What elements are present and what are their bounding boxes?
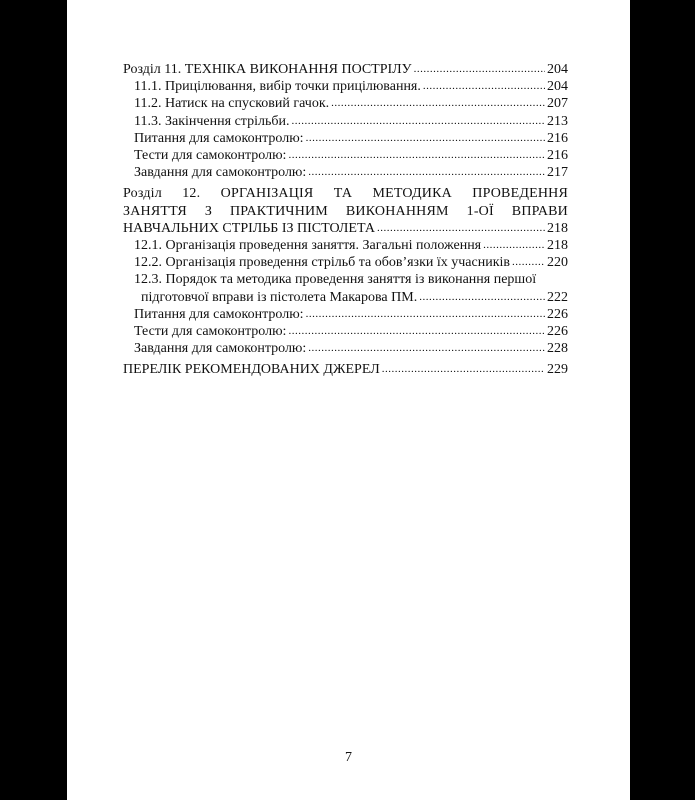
dot-leader <box>306 130 545 147</box>
toc-entry-page: 216 <box>547 148 568 164</box>
dot-leader <box>308 340 545 357</box>
table-of-contents <box>123 61 568 379</box>
toc-entry-title: 11.2. Натиск на спусковий гачок. <box>134 96 330 112</box>
toc-entry <box>123 254 568 271</box>
toc-entry-page: 207 <box>547 96 568 112</box>
toc-entry-page: 222 <box>547 289 568 305</box>
toc-entry-title: Розділ 11. ТЕХНІКА ВИКОНАННЯ ПОСТРІЛУ <box>123 62 412 77</box>
toc-entry-title: Питання для самоконтролю: <box>134 306 304 322</box>
toc-entry <box>123 164 568 181</box>
toc-chapter-12-line-1: Розділ 12. ОРГАНІЗАЦІЯ ТА МЕТОДИКА ПРОВЕДЕННЯ <box>123 186 568 202</box>
toc-entry <box>123 113 568 130</box>
toc-entry-page: 220 <box>547 255 568 271</box>
toc-entry-page: 228 <box>547 341 568 357</box>
page-number: 7 <box>345 750 352 765</box>
toc-entry <box>123 130 568 147</box>
toc-entry-page: 229 <box>547 362 568 378</box>
dot-leader <box>483 237 545 254</box>
toc-entry <box>123 237 568 254</box>
toc-entry-title: НАВЧАЛЬНИХ СТРІЛЬБ ІЗ ПІСТОЛЕТА <box>123 220 375 236</box>
toc-entry-title: 12.2. Організація проведення стрільб та обов’язки їх учасників <box>134 255 511 271</box>
toc-entry-page: 226 <box>547 324 568 340</box>
toc-entry-title: Завдання для самоконтролю: <box>134 341 307 357</box>
toc-entry-page: 217 <box>547 165 568 181</box>
dot-leader <box>331 95 545 112</box>
toc-entry-title: підготовчої вправи із пістолета Макарова ПМ. <box>141 289 418 305</box>
toc-entry-title: Тести для самоконтролю: <box>134 148 287 164</box>
dot-leader <box>414 61 545 78</box>
toc-chapter-11 <box>123 61 568 78</box>
toc-chapter-12-line-2: ЗАНЯТТЯ З ПРАКТИЧНИМ ВИКОНАННЯМ 1-ОЇ ВПРАВИ <box>123 203 568 219</box>
dot-leader <box>419 289 545 306</box>
toc-entry <box>123 78 568 95</box>
toc-entry-page: 216 <box>547 130 568 146</box>
toc-entry-title: 11.3. Закінчення стрільби. <box>134 113 290 129</box>
dot-leader <box>377 220 545 237</box>
toc-entry-title: Питання для самоконтролю: <box>134 130 304 146</box>
toc-entry-title: Завдання для самоконтролю: <box>134 165 307 181</box>
toc-entry <box>123 95 568 112</box>
toc-entry <box>123 147 568 164</box>
dot-leader <box>291 113 545 130</box>
toc-entry-title: 11.1. Прицілювання, вибір точки прицілювання. <box>134 79 421 95</box>
dot-leader <box>423 78 545 95</box>
toc-entry-page: 213 <box>547 113 568 129</box>
toc-entry <box>123 289 568 306</box>
toc-entry-title: 12.1. Організація проведення заняття. Загальні положення <box>134 238 482 254</box>
dot-leader <box>306 306 545 323</box>
toc-entry-page: 218 <box>547 238 568 254</box>
toc-entry-title-line-1: 12.3. Порядок та методика проведення заняття із виконання першої <box>134 272 537 288</box>
toc-entry-page: 204 <box>547 62 568 77</box>
toc-entry <box>123 340 568 357</box>
toc-references <box>123 361 568 378</box>
toc-chapter-12 <box>123 220 568 237</box>
dot-leader <box>382 361 545 378</box>
dot-leader <box>288 147 545 164</box>
toc-entry-page: 218 <box>547 220 568 236</box>
toc-entry-page: 226 <box>547 306 568 322</box>
dot-leader <box>512 254 545 271</box>
toc-entry-title: ПЕРЕЛІК РЕКОМЕНДОВАНИХ ДЖЕРЕЛ <box>123 362 380 378</box>
toc-entry-title: Тести для самоконтролю: <box>134 324 287 340</box>
toc-entry <box>123 306 568 323</box>
dot-leader <box>308 164 545 181</box>
toc-entry-page: 204 <box>547 79 568 95</box>
toc-entry <box>123 323 568 340</box>
document-page <box>67 0 630 800</box>
dot-leader <box>288 323 545 340</box>
